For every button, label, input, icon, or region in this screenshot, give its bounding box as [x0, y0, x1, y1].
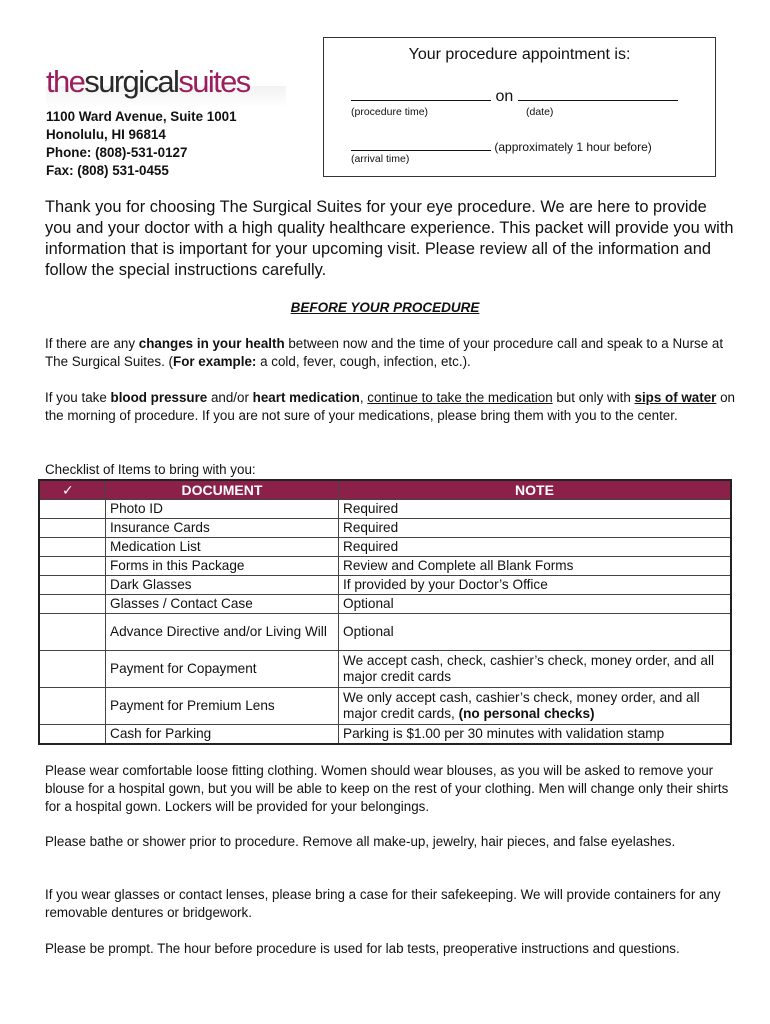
date-label: (date) [526, 106, 554, 118]
logo: thesurgicalsuites [46, 64, 250, 99]
procedure-time-blank[interactable] [351, 88, 491, 101]
check-cell[interactable] [39, 614, 106, 651]
arrival-time-label: (arrival time) [351, 153, 410, 165]
check-cell[interactable] [39, 557, 106, 576]
table-row: Advance Directive and/or Living Will Optional [39, 614, 731, 651]
check-cell[interactable] [39, 725, 106, 744]
note-header: NOTE [339, 480, 732, 500]
table-row: Medication List Required [39, 538, 731, 557]
check-cell[interactable] [39, 576, 106, 595]
check-cell[interactable] [39, 500, 106, 519]
appointment-title: Your procedure appointment is: [408, 46, 631, 63]
table-row: Photo ID Required [39, 500, 731, 519]
arrival-line [351, 138, 652, 154]
table-row: Insurance Cards Required [39, 519, 731, 538]
document-header: DOCUMENT [106, 480, 339, 500]
medication-paragraph: If you take blood pressure and/or heart medication, continue to take the medication but only with sips of water on the morning of procedure. If you are not sure of your medications, please bring them with you to the center. [45, 390, 735, 423]
checklist-label: Checklist of Items to bring with you: [45, 462, 256, 477]
health-paragraph: If there are any changes in your health between now and the time of your procedure call and speak to a Nurse at The Surgical Suites. (For example: a cold, fever, cough, infection, etc.). [45, 336, 724, 369]
prompt-paragraph: Please be prompt. The hour before procedure is used for lab tests, preoperative instructions and questions. [45, 941, 680, 956]
address-street: 1100 Ward Avenue, Suite 1001 [46, 109, 237, 124]
check-cell[interactable] [39, 595, 106, 614]
approx-text: (approximately 1 hour before) [494, 140, 652, 154]
intro-paragraph: Thank you for choosing The Surgical Suites for your eye procedure. We are here to provide you and your doctor with a high quality healthcare experience. This packet will provide you with information that is important for your upcoming visit. Please review all of the information and follow the special instructions carefully. [45, 198, 734, 279]
date-blank[interactable] [518, 88, 678, 101]
table-row: Glasses / Contact Case Optional [39, 595, 731, 614]
appointment-box [323, 37, 716, 177]
table-header-row [39, 480, 731, 500]
glasses-paragraph: If you wear glasses or contact lenses, please bring a case for their safekeeping. We will provide containers for any removable dentures or bridgework. [45, 887, 721, 920]
arrival-time-blank[interactable] [351, 138, 491, 151]
procedure-time-label: (procedure time) [351, 106, 429, 118]
check-cell[interactable] [39, 519, 106, 538]
check-cell[interactable] [39, 688, 106, 725]
address-phone: Phone: (808)-531-0127 [46, 145, 188, 160]
address-fax: Fax: (808) 531-0455 [46, 163, 169, 178]
clothing-paragraph: Please wear comfortable loose fitting clothing. Women should wear blouses, as you will be asked to remove your blouse for a hospital gown, but you will be able to keep on the rest of your clothing. Men will change only their shirts for a hospital gown. Lockers will be provided for your belongings. [45, 763, 729, 814]
appointment-time-date-line [351, 88, 678, 106]
address-city: Honolulu, HI 96814 [46, 127, 166, 142]
table-row: Forms in this Package Review and Complete all Blank Forms [39, 557, 731, 576]
checklist-table [38, 479, 732, 745]
bathe-paragraph: Please bathe or shower prior to procedure. Remove all make-up, jewelry, hair pieces, and false eyelashes. [45, 834, 676, 849]
premium-lens-note: We only accept cash, cashier’s check, money order, and all major credit cards, (no personal checks) [339, 688, 732, 725]
check-header [39, 480, 106, 500]
check-cell[interactable] [39, 651, 106, 688]
table-row: Cash for Parking Parking is $1.00 per 30 minutes with validation stamp [39, 725, 731, 744]
address-block [46, 108, 237, 180]
table-row: Payment for Premium Lens We only accept cash, cashier’s check, money order, and all major credit cards, (no personal checks) [39, 688, 731, 725]
table-row: Payment for Copayment We accept cash, check, cashier’s check, money order, and all major credit cards [39, 651, 731, 688]
check-cell[interactable] [39, 538, 106, 557]
table-row: Dark Glasses If provided by your Doctor’s Office [39, 576, 731, 595]
on-text: on [495, 88, 514, 105]
checkmark-icon: ✓ [62, 482, 74, 498]
section-heading: BEFORE YOUR PROCEDURE [290, 300, 480, 315]
